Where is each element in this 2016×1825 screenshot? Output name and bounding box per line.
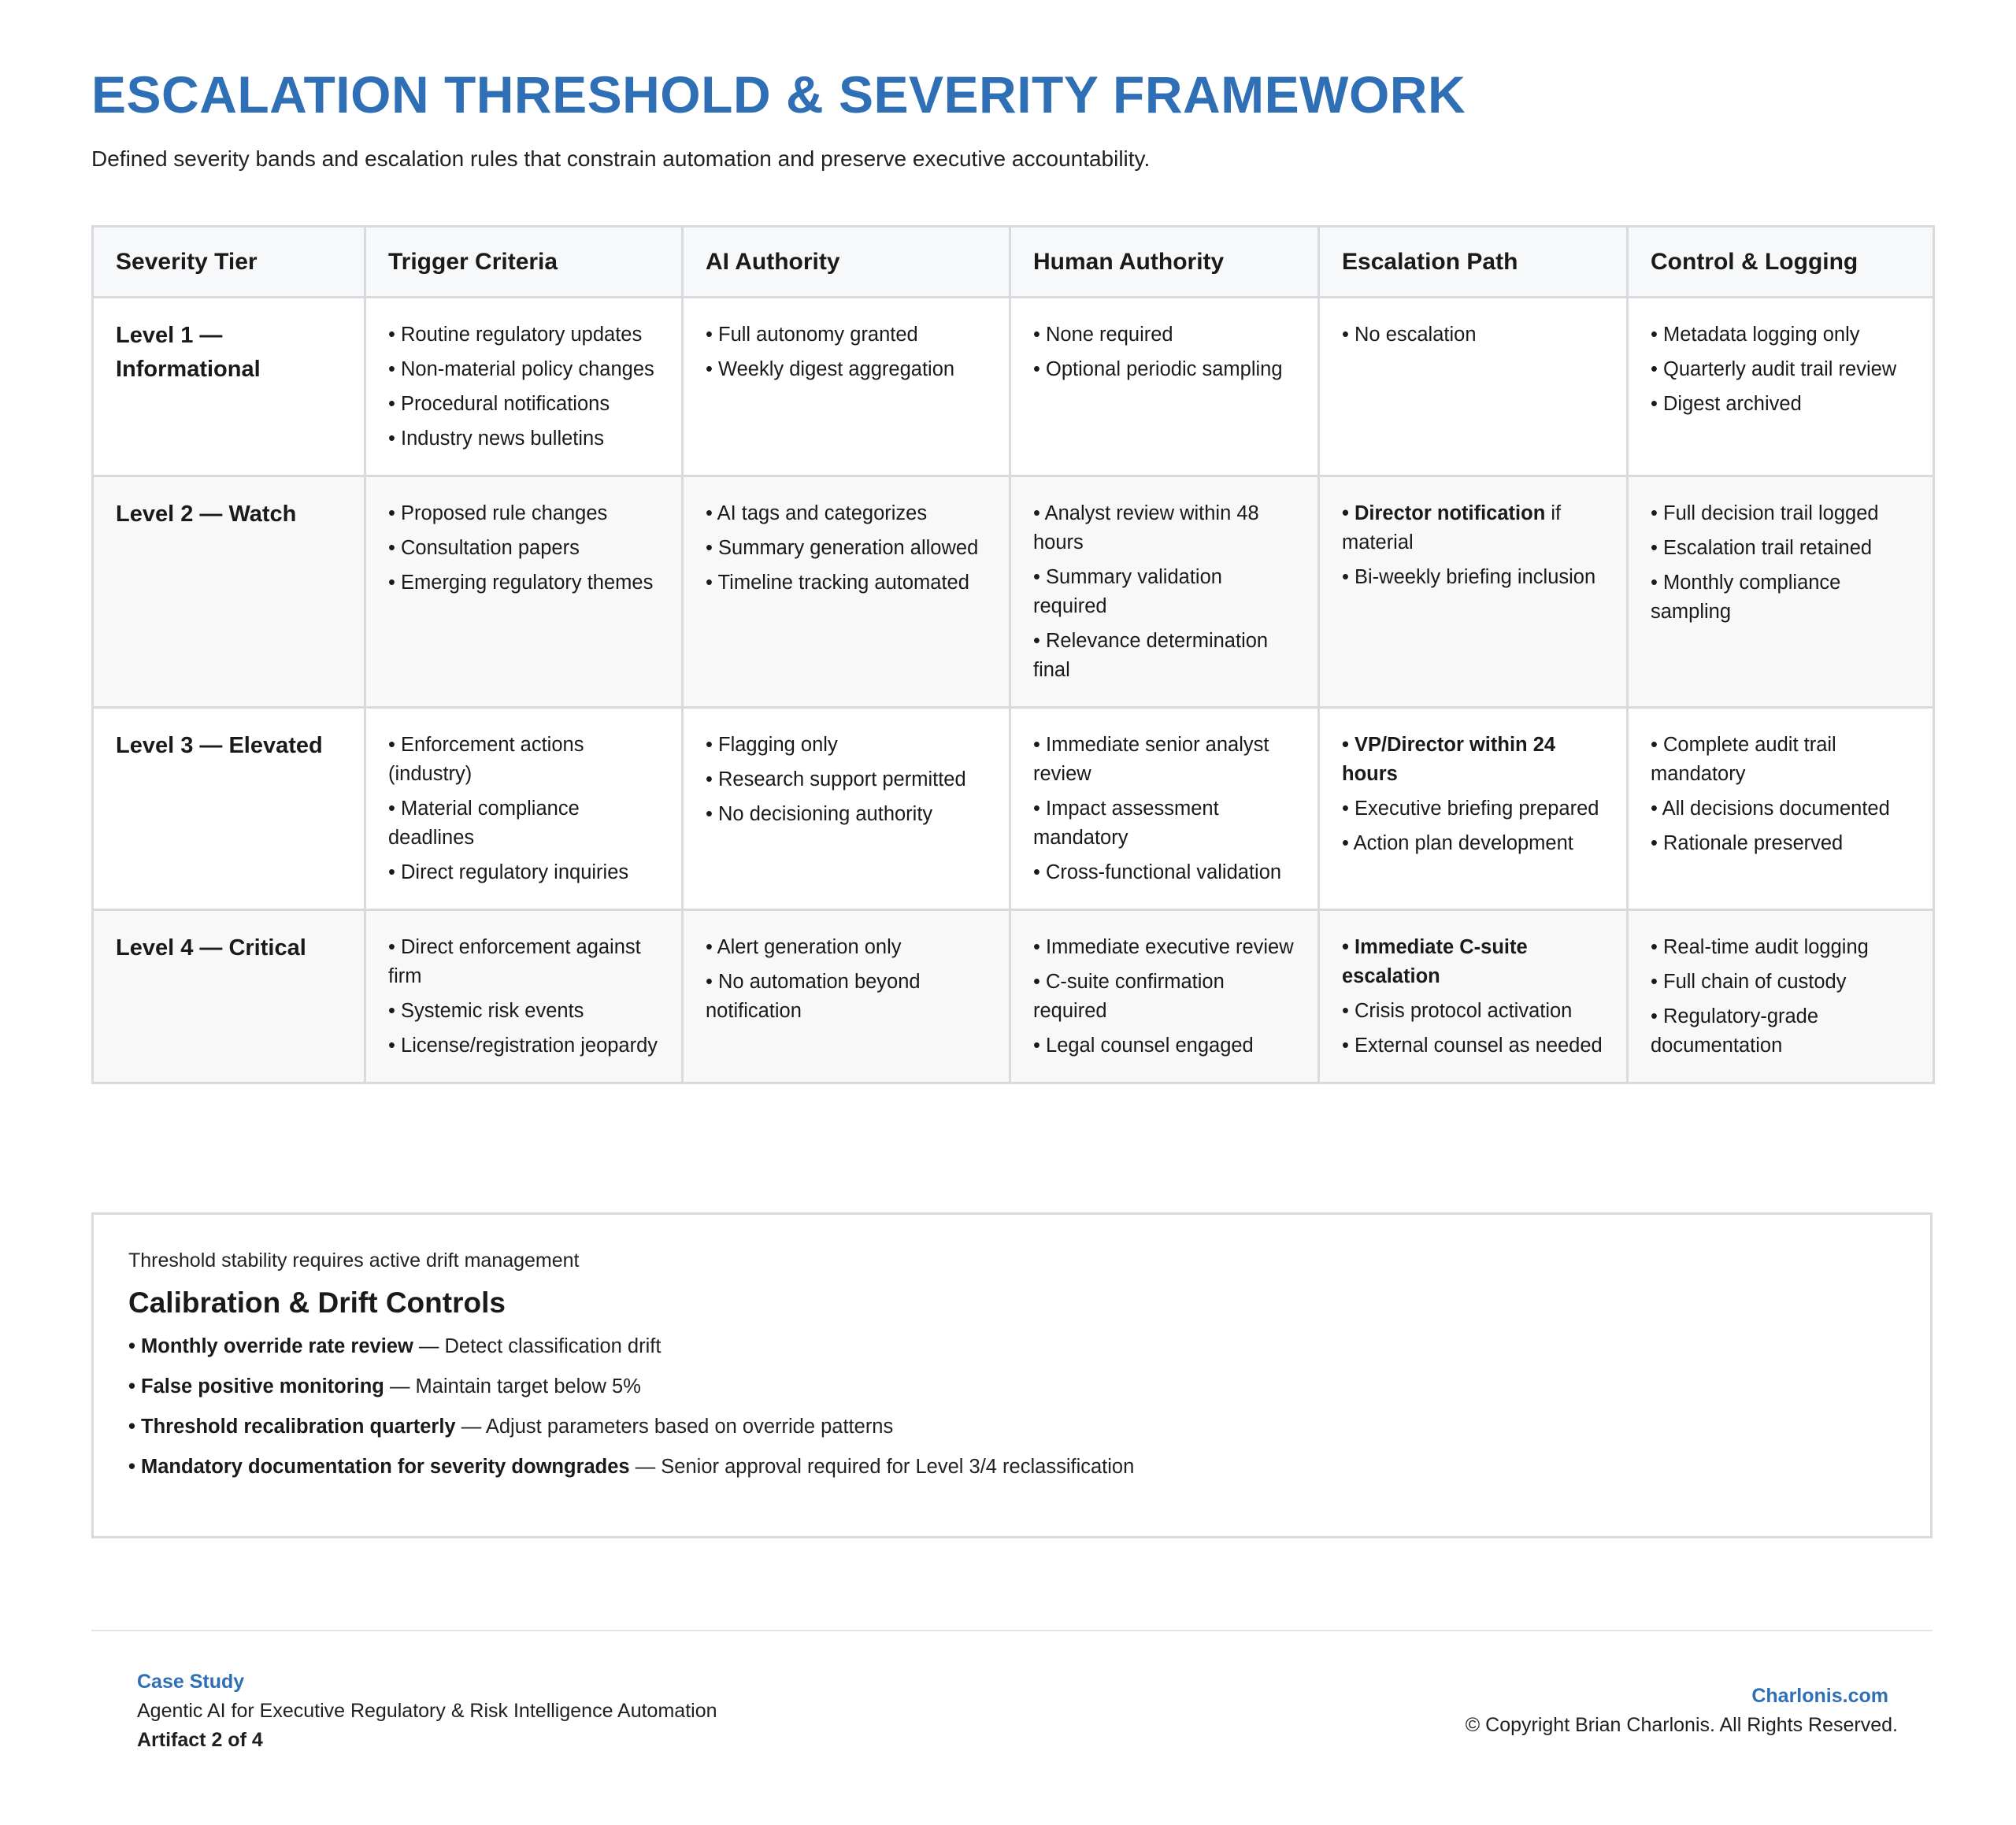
cell-bullet: • Cross-functional validation [1033,861,1282,883]
cell-bullet: • Proposed rule changes [388,502,608,524]
cell-bullet: • License/registration jeopardy [388,1035,658,1057]
cell-bullet-list [706,499,987,598]
cell-bullet: • Metadata logging only [1651,324,1860,346]
severity-table [91,225,1935,1084]
cell-bullet [1342,1031,1604,1061]
control-logging-cell [1628,708,1934,910]
drift-item-label: • Threshold recalibration quarterly [128,1416,456,1438]
drift-item-text: — Detect classification drift [413,1335,662,1357]
cell-bullet: • Non-material policy changes [388,358,654,380]
ai-authority-cell [683,910,1010,1083]
drift-item [128,1414,1896,1440]
footer-divider [91,1630,1933,1631]
cell-bullet: • Consultation papers [388,537,580,559]
cell-bullet: • Impact assessment mandatory [1033,798,1219,849]
cell-bullet [1342,829,1604,858]
control-logging-cell [1628,476,1934,708]
cell-bullet-text: • Bi-weekly briefing inclusion [1342,566,1596,588]
cell-bullet-list [1033,499,1295,685]
drift-eyebrow: Threshold stability requires active drift management [128,1249,580,1272]
severity-tier-cell: Level 1 — Informational [93,298,365,476]
severity-tier-cell: Level 2 — Watch [93,476,365,708]
table-row [93,910,1934,1083]
drift-item [128,1334,1896,1360]
cell-bullet: • Industry news bulletins [388,428,604,450]
cell-bullet: • Immediate executive review [1033,936,1294,958]
cell-bullet: • Flagging only [706,734,838,756]
drift-item [128,1454,1896,1480]
cell-bullet [1342,794,1604,824]
table-row [93,476,1934,708]
cell-bullet-list [1033,731,1295,887]
cell-bullet-list [388,320,659,453]
footer-brand [1466,1682,1898,1740]
cell-bullet: • Direct regulatory inquiries [388,861,629,883]
table-row [93,708,1934,910]
trigger-criteria-cell [365,708,683,910]
site-link[interactable]: Charlonis.com [1751,1685,1888,1707]
drift-heading: Calibration & Drift Controls [128,1286,506,1319]
cell-bullet: • Timeline tracking automated [706,572,969,594]
cell-bullet: • Rationale preserved [1651,832,1844,854]
cell-bullet-list [388,499,659,598]
cell-bullet: • Full decision trail logged [1651,502,1879,524]
human-authority-cell [1010,298,1319,476]
cell-bullet: • Emerging regulatory themes [388,572,654,594]
cell-bullet-emphasis: • Immediate C-suite escalation [1342,936,1528,987]
cell-bullet [1342,997,1604,1026]
drift-item-text: — Senior approval required for Level 3/4 reclassification [629,1456,1135,1478]
human-authority-cell [1010,910,1319,1083]
column-header-human-authority: Human Authority [1010,227,1319,298]
table-row [93,298,1934,476]
cell-bullet: • Summary validation required [1033,566,1222,617]
copyright-notice: © Copyright Brian Charlonis. All Rights Reserved. [1465,1714,1898,1736]
cell-bullet: • Full autonomy granted [706,324,918,346]
calibration-drift-panel [91,1212,1933,1538]
human-authority-cell [1010,476,1319,708]
cell-bullet-list [1342,320,1604,350]
cell-bullet: • C-suite confirmation required [1033,971,1225,1022]
cell-bullet: • Research support permitted [706,768,966,790]
cell-bullet: • Regulatory-grade documentation [1651,1005,1819,1057]
escalation-path-cell [1319,298,1628,476]
cell-bullet-text: • Crisis protocol activation [1342,1000,1573,1022]
cell-bullet: • Optional periodic sampling [1033,358,1283,380]
column-header-ai-authority: AI Authority [683,227,1010,298]
column-header-trigger-criteria: Trigger Criteria [365,227,683,298]
escalation-path-cell [1319,910,1628,1083]
cell-bullet: • Procedural notifications [388,393,610,415]
cell-bullet: • No automation beyond notification [706,971,921,1022]
column-header-severity-tier: Severity Tier [93,227,365,298]
table-header-row [93,227,1934,298]
cell-bullet: • Summary generation allowed [706,537,979,559]
project-name: Agentic AI for Executive Regulatory & Risk Intelligence Automation [137,1700,717,1722]
cell-bullet-list [388,731,659,887]
cell-bullet-list [1342,731,1604,858]
cell-bullet [1342,731,1604,789]
human-authority-cell [1010,708,1319,910]
cell-bullet-list [706,320,987,384]
cell-bullet-list [1651,731,1910,858]
cell-bullet: • Analyst review within 48 hours [1033,502,1259,553]
footer-case-study [137,1668,717,1755]
cell-bullet-list [1342,499,1604,592]
cell-bullet: • Legal counsel engaged [1033,1035,1254,1057]
drift-list [128,1334,1896,1480]
cell-bullet-list [1033,933,1295,1061]
cell-bullet [1342,933,1604,991]
cell-bullet: • Material compliance deadlines [388,798,580,849]
cell-bullet-text: if material [1342,502,1562,553]
ai-authority-cell [683,708,1010,910]
page-subtitle: Defined severity bands and escalation rules that constrain automation and preserve executive accountability. [91,146,1151,171]
ai-authority-cell [683,298,1010,476]
cell-bullet-list [388,933,659,1061]
cell-bullet: • No decisioning authority [706,803,933,825]
escalation-path-cell [1319,708,1628,910]
cell-bullet-list [706,731,987,829]
trigger-criteria-cell [365,298,683,476]
cell-bullet: • None required [1033,324,1173,346]
page-title: ESCALATION THRESHOLD & SEVERITY FRAMEWORK [91,65,1466,124]
cell-bullet-list [1651,320,1910,419]
cell-bullet: • Escalation trail retained [1651,537,1873,559]
severity-tier-cell: Level 4 — Critical [93,910,365,1083]
cell-bullet: • Full chain of custody [1651,971,1847,993]
cell-bullet: • Alert generation only [706,936,902,958]
cell-bullet-list [1033,320,1295,384]
cell-bullet: • Systemic risk events [388,1000,584,1022]
cell-bullet: • Immediate senior analyst review [1033,734,1269,785]
cell-bullet: • Quarterly audit trail review [1651,358,1897,380]
trigger-criteria-cell [365,910,683,1083]
cell-bullet-list [706,933,987,1026]
case-study-label: Case Study [137,1671,245,1693]
cell-bullet: • Enforcement actions (industry) [388,734,584,785]
cell-bullet-emphasis: • VP/Director within 24 hours [1342,734,1556,785]
control-logging-cell [1628,910,1934,1083]
column-header-escalation-path: Escalation Path [1319,227,1628,298]
cell-bullet: • Digest archived [1651,393,1802,415]
trigger-criteria-cell [365,476,683,708]
cell-bullet-emphasis: • Director notification [1342,502,1546,524]
cell-bullet: • Direct enforcement against firm [388,936,641,987]
drift-item-label: • Mandatory documentation for severity downgrades [128,1456,630,1478]
drift-item-text: — Maintain target below 5% [384,1375,641,1397]
cell-bullet: • Relevance determination final [1033,630,1269,681]
control-logging-cell [1628,298,1934,476]
drift-item-text: — Adjust parameters based on override patterns [455,1416,894,1438]
cell-bullet: • Routine regulatory updates [388,324,643,346]
cell-bullet: • Weekly digest aggregation [706,358,955,380]
cell-bullet: • AI tags and categorizes [706,502,928,524]
cell-bullet-text: • No escalation [1342,324,1477,346]
cell-bullet: • All decisions documented [1651,798,1890,820]
cell-bullet [1342,499,1604,557]
artifact-label: Artifact 2 of 4 [137,1729,263,1751]
drift-item-label: • Monthly override rate review [128,1335,413,1357]
escalation-path-cell [1319,476,1628,708]
cell-bullet-text: • External counsel as needed [1342,1035,1603,1057]
column-header-control-logging: Control & Logging [1628,227,1934,298]
cell-bullet-text: • Executive briefing prepared [1342,798,1599,820]
severity-tier-cell: Level 3 — Elevated [93,708,365,910]
cell-bullet-list [1342,933,1604,1061]
cell-bullet-list [1651,933,1910,1061]
cell-bullet: • Monthly compliance sampling [1651,572,1841,623]
cell-bullet-list [1651,499,1910,627]
drift-item-label: • False positive monitoring [128,1375,384,1397]
drift-item [128,1374,1896,1400]
cell-bullet: • Real-time audit logging [1651,936,1869,958]
cell-bullet [1342,320,1604,350]
cell-bullet: • Complete audit trail mandatory [1651,734,1836,785]
cell-bullet [1342,563,1604,592]
ai-authority-cell [683,476,1010,708]
cell-bullet-text: • Action plan development [1342,832,1573,854]
